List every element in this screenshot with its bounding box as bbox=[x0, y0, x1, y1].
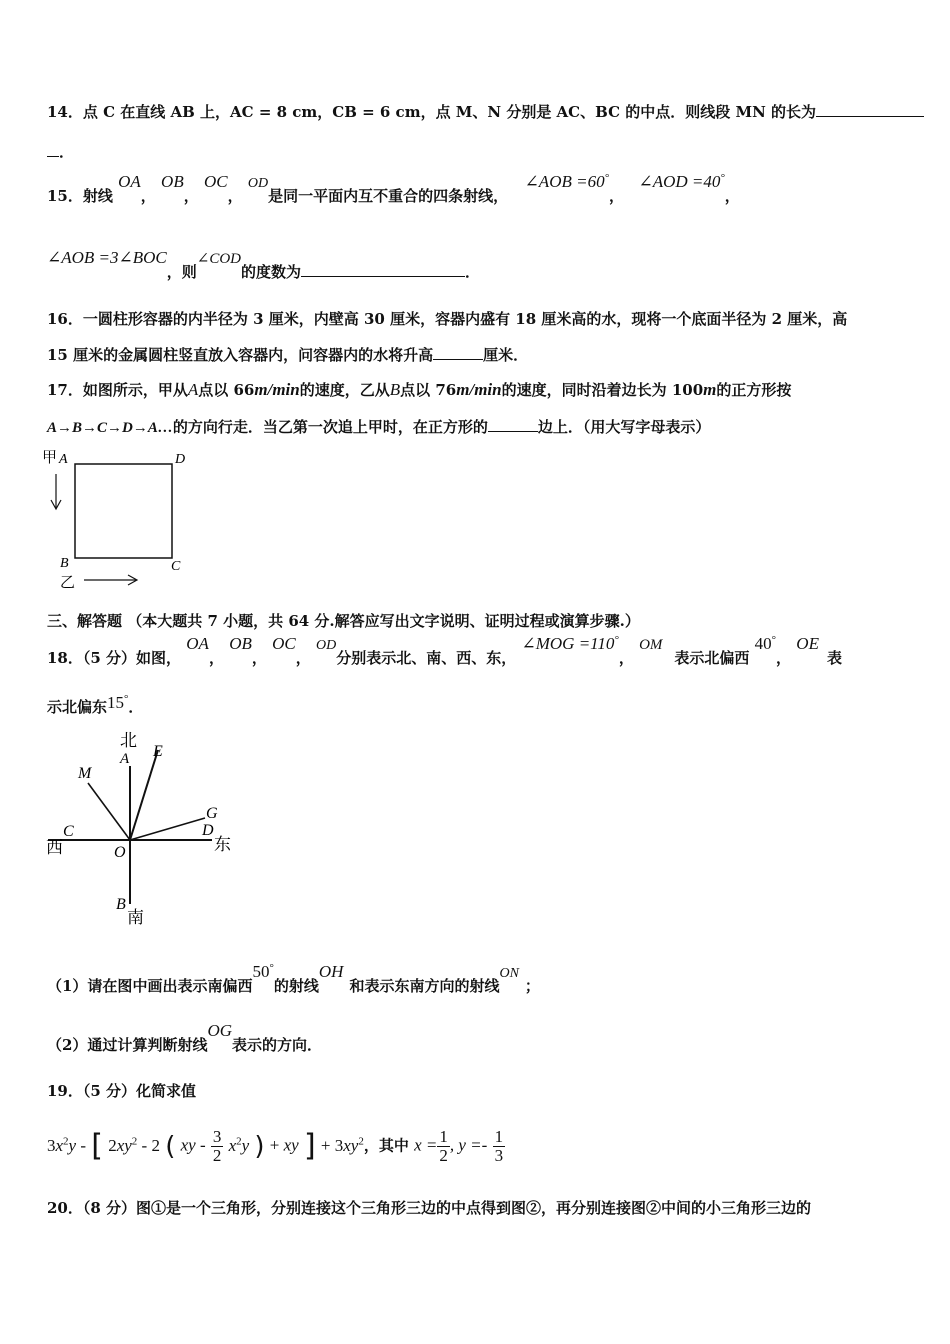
q15-then: ，则 bbox=[166, 263, 197, 281]
q18-ray-oe: OE bbox=[796, 634, 819, 653]
q19-paren-open: ( bbox=[165, 1131, 176, 1162]
q18-label-a: A bbox=[120, 751, 130, 767]
q19-expr-term4: $x^2y$ bbox=[228, 1135, 250, 1155]
q18-ray-og-line bbox=[130, 818, 205, 840]
q15-aob-eq: ∠AOB =60° bbox=[524, 172, 609, 191]
q18-lead: 18．（5 分）如图， bbox=[47, 649, 182, 667]
q18-end: ． bbox=[128, 698, 144, 716]
q15-line2 bbox=[47, 248, 481, 283]
q18-label-d: D bbox=[202, 822, 214, 839]
q15-comma: ， bbox=[183, 187, 199, 205]
q18-biao: 表 bbox=[826, 649, 842, 667]
q15-ray-oc: OC bbox=[203, 172, 228, 191]
q19-expr-term2: $2xy^2 - 2$ bbox=[108, 1135, 160, 1155]
q18-sub2-text-b: 表示的方向． bbox=[232, 1036, 323, 1054]
q18-label-o: O bbox=[114, 844, 126, 861]
q18-line2 bbox=[47, 693, 144, 719]
q18-sub1-text-b: 的射线 bbox=[273, 977, 319, 995]
q18-sub1 bbox=[47, 962, 540, 998]
q17-label-jia: 甲 bbox=[42, 450, 58, 466]
q19-bracket-close: ] bbox=[303, 1128, 316, 1164]
q18-sub1-text-c: 和表示东南方向的射线 bbox=[349, 977, 500, 995]
q18-ray-od: OD bbox=[316, 638, 337, 653]
q18-ray-oa: OA bbox=[186, 634, 209, 653]
q16-line2 bbox=[47, 345, 528, 365]
q18-comma: ， bbox=[618, 649, 634, 667]
q17-text-4: 点以 76 bbox=[400, 381, 457, 399]
q15-aod-eq: ∠AOD =40° bbox=[638, 172, 725, 191]
q15-lead: 射线 bbox=[82, 187, 113, 205]
q18-sub1-text-a: （1）请在图中画出表示南偏西 bbox=[47, 977, 253, 995]
q19-title: 19．（5 分）化简求值 bbox=[47, 1082, 197, 1100]
q15-angle-cod: ∠COD bbox=[196, 251, 242, 267]
q18-ray-oc: OC bbox=[272, 634, 296, 653]
q16-text: 15 厘米的金属圆柱竖直放入容器内，问容器内的水将升高 bbox=[47, 346, 434, 364]
q18-sub1-fifty-deg: 50° bbox=[252, 962, 274, 981]
q14-answer-blank[interactable] bbox=[816, 102, 924, 117]
q14-end: ． bbox=[59, 143, 75, 161]
q17-unit-m: m bbox=[703, 380, 717, 399]
q15-ask: 的度数为 bbox=[241, 263, 302, 281]
q19-y-num: 1 bbox=[494, 1127, 504, 1147]
q17-square bbox=[75, 464, 172, 558]
q15-comma: ， bbox=[608, 187, 624, 205]
q15-relation: ∠AOB =3∠BOC bbox=[47, 248, 167, 267]
q15-answer-blank[interactable] bbox=[301, 262, 465, 277]
q17-point-a: A bbox=[187, 380, 199, 399]
q18-ray-ob: OB bbox=[229, 634, 252, 653]
q15-end: ． bbox=[465, 263, 481, 281]
q19-frac-y bbox=[493, 1128, 506, 1165]
q19-expr-term1: $3x^2y$ - bbox=[47, 1135, 87, 1155]
q14-line2 bbox=[47, 142, 74, 162]
q19-y-den: 3 bbox=[494, 1146, 504, 1166]
q15-num: 15． bbox=[47, 187, 83, 205]
q16-line1: 16．一圆柱形容器的内半径为 3 厘米，内壁高 30 厘米，容器内盛有 18 厘米高的水，现将一个底面半径为 2 厘米，高 bbox=[47, 310, 848, 328]
q18-ray-om: OM bbox=[639, 637, 663, 653]
q18-sub1-text-d: ； bbox=[524, 977, 540, 995]
q17-text-3: 的速度，乙从 bbox=[299, 381, 390, 399]
q18-label-g: G bbox=[206, 805, 218, 822]
q17-label-c: C bbox=[171, 559, 181, 574]
q17-text-6: 的正方形按 bbox=[716, 381, 792, 399]
q19-x-num: 1 bbox=[439, 1127, 448, 1147]
q18-sub1-ray-oh: OH bbox=[318, 962, 344, 981]
q17-path: A→B→C→D→A… bbox=[47, 420, 173, 436]
q18-label-east: 东 bbox=[214, 835, 231, 854]
q17-line2 bbox=[47, 417, 710, 438]
q18-line1 bbox=[47, 634, 842, 670]
q18-ray-om-line bbox=[88, 783, 130, 840]
q17-point-b: B bbox=[389, 380, 401, 399]
q20-line1: 20．（8 分）图①是一个三角形，分别连接这个三角形三边的中点得到图②，再分别连接图②中间的小三角形三边的 bbox=[47, 1199, 812, 1217]
q18-mid: 分别表示北、南、西、东， bbox=[336, 649, 517, 667]
q17-text-5: 的速度，同时沿着边长为 100 bbox=[501, 381, 704, 399]
q15-ray-od: OD bbox=[247, 176, 269, 191]
q19-expr-term3: xy - bbox=[180, 1135, 206, 1155]
q19-x-eq: x = bbox=[414, 1135, 438, 1155]
q15-comma: ， bbox=[140, 187, 156, 205]
q18-comma: ， bbox=[295, 649, 311, 667]
q19-frac-x bbox=[437, 1128, 450, 1165]
q14-answer-blank-cont[interactable] bbox=[47, 142, 59, 157]
q18-label-b: B bbox=[116, 896, 126, 913]
q14-text: 点 C 在直线 AB 上，AC = 8 cm，CB = 6 cm，点 M、N 分别是 AC、BC 的中点．则线段 MN 的长为 bbox=[82, 103, 817, 121]
q18-comma: ， bbox=[776, 649, 792, 667]
q18-forty-deg: 40° bbox=[754, 634, 777, 653]
q17-label-d: D bbox=[175, 452, 186, 467]
q19-frac-three-halves: $\frac{3}{2}$ bbox=[212, 1127, 222, 1166]
q17-line1 bbox=[47, 380, 791, 400]
q17-label-b: B bbox=[60, 556, 69, 571]
q18-mog-eq: ∠MOG =110° bbox=[521, 634, 619, 653]
q15-comma: ， bbox=[227, 187, 243, 205]
q15-ray-ob: OB bbox=[161, 172, 184, 191]
q18-label-south: 南 bbox=[127, 908, 144, 927]
q18-northwest: 表示北偏西 bbox=[674, 649, 750, 667]
q18-sub1-ray-on: ON bbox=[499, 966, 519, 981]
q18-label-c: C bbox=[63, 823, 74, 840]
q17-square-figure bbox=[40, 446, 200, 592]
q18-label-e: E bbox=[153, 743, 163, 760]
q14-line1 bbox=[47, 102, 924, 122]
q19-where: ，其中 bbox=[363, 1136, 409, 1155]
q15-line1 bbox=[47, 172, 740, 208]
q18-compass-figure bbox=[40, 726, 250, 931]
q17-text-2: 点以 66 bbox=[198, 381, 255, 399]
q15-comma: ， bbox=[724, 187, 740, 205]
q15-mid: 是同一平面内互不重合的四条射线， bbox=[268, 187, 509, 205]
q18-fifteen-deg: 15° bbox=[107, 693, 129, 712]
q19-expr-term6: + $3xy^2$ bbox=[320, 1135, 364, 1155]
q19-bracket-open: [ bbox=[91, 1128, 103, 1164]
q18-label-m: M bbox=[78, 765, 92, 782]
q18-label-west: 西 bbox=[46, 838, 63, 857]
q17-text-8: 边上．（用大写字母表示） bbox=[537, 418, 711, 436]
q18-sub2-ray-og: OG bbox=[207, 1021, 233, 1040]
q18-label-north: 北 bbox=[120, 731, 137, 750]
q14-num: 14． bbox=[47, 103, 83, 121]
q18-northeast: 示北偏东 bbox=[47, 698, 108, 716]
q18-ray-oe-line bbox=[130, 750, 158, 840]
q15-ray-oa: OA bbox=[118, 172, 141, 191]
q17-text-1: 17．如图所示，甲从 bbox=[47, 381, 188, 399]
q18-sub2-text-a: （2）通过计算判断射线 bbox=[47, 1036, 208, 1054]
q17-label-yi: 乙 bbox=[60, 575, 76, 591]
q18-comma: ， bbox=[208, 649, 224, 667]
q17-unit-2: m/min bbox=[456, 380, 502, 399]
q19-x-den: 2 bbox=[439, 1146, 448, 1166]
q19-paren-close: ) bbox=[254, 1131, 265, 1162]
q17-answer-blank[interactable] bbox=[488, 417, 538, 432]
q17-text-7: 的方向行走．当乙第一次追上甲时，在正方形的 bbox=[172, 418, 488, 436]
q17-label-a: A bbox=[59, 452, 68, 467]
q18-sub2 bbox=[47, 1021, 323, 1055]
q16-answer-blank[interactable] bbox=[433, 345, 483, 360]
q16-unit: 厘米． bbox=[483, 346, 529, 364]
q18-comma: ， bbox=[251, 649, 267, 667]
q17-unit-1: m/min bbox=[254, 380, 300, 399]
q19-expression bbox=[47, 1116, 505, 1172]
section3-heading: 三、解答题 （本大题共 7 小题，共 64 分.解答应写出文字说明、证明过程或演算步骤.） bbox=[47, 612, 640, 630]
q19-expr-term5: + xy bbox=[269, 1135, 299, 1155]
q19-y-eq: , y =- bbox=[449, 1135, 488, 1155]
